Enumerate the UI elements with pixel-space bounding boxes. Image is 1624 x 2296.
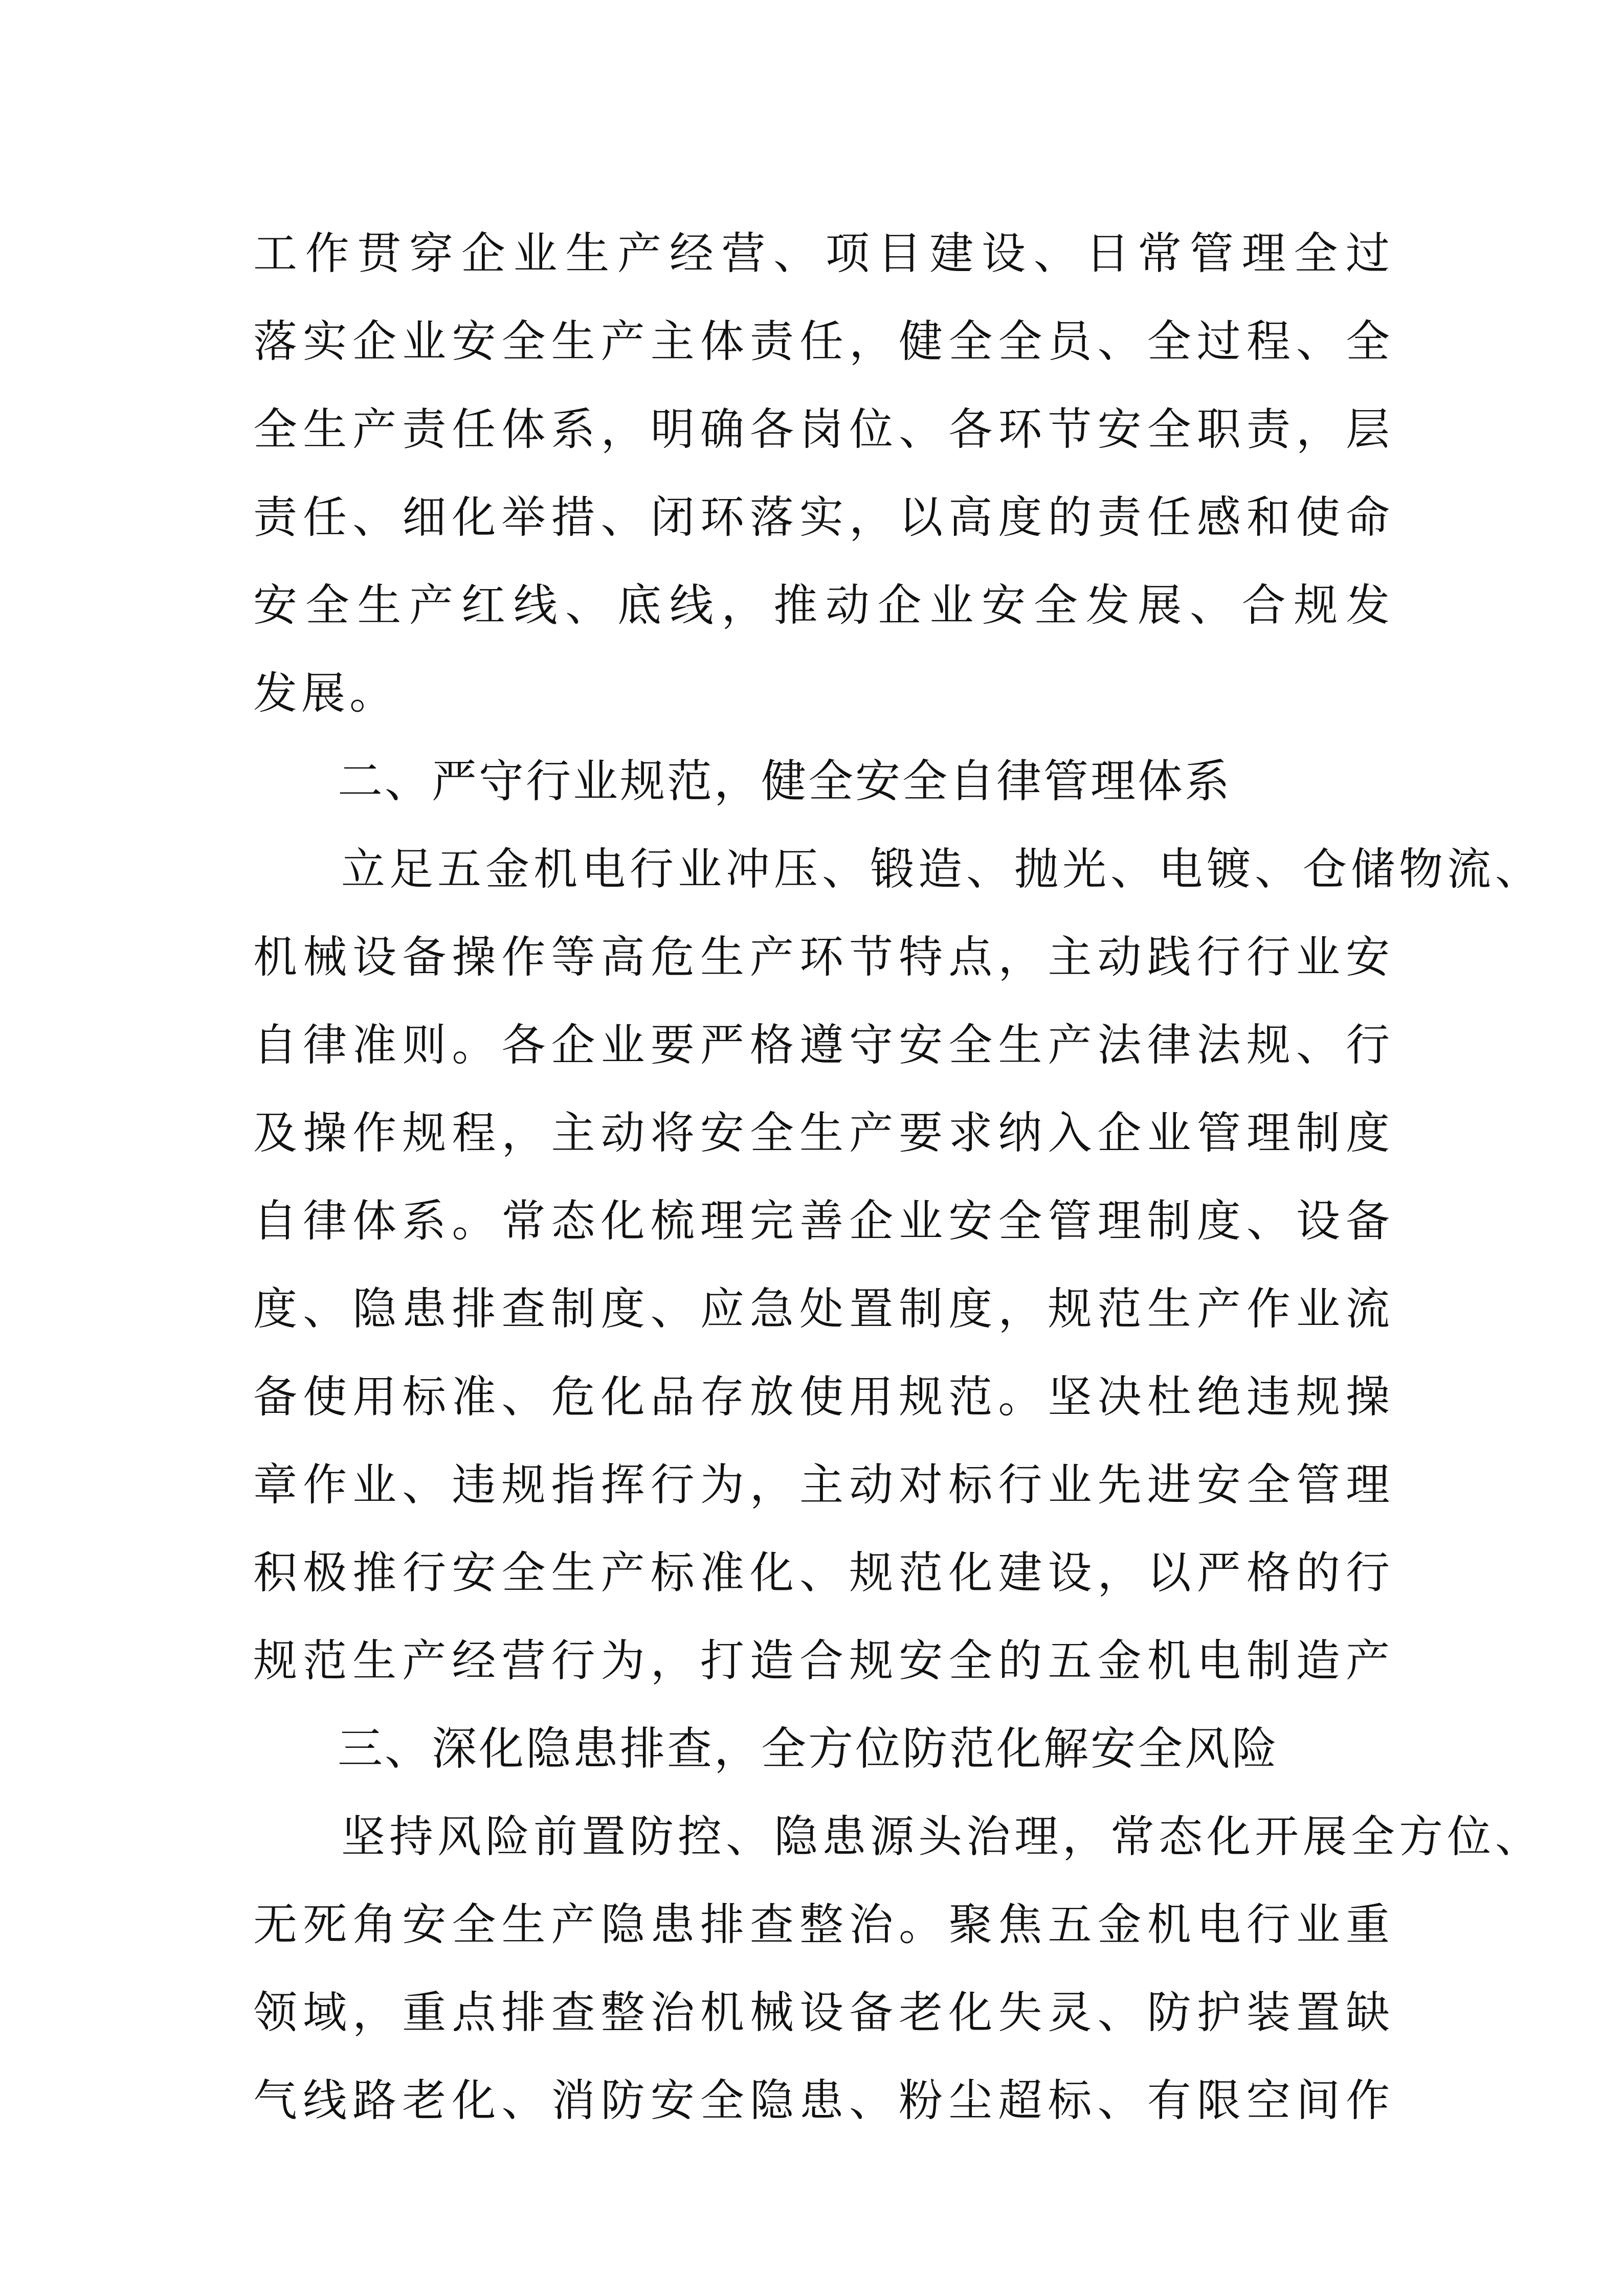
text-line: 立足五金机电行业冲压、锻造、抛光、电镀、仓储物流、 [341,844,1543,895]
text-line: 气线路老化、消防安全隐患、粉尘超标、有限空间作 [253,2075,1394,2126]
text-line: 责任、细化举措、闭环落实，以高度的责任感和使命 [253,492,1394,543]
section-heading-3: 三、深化隐患排查，全方位防范化解安全风险 [338,1722,1279,1775]
document-body [253,210,1543,2145]
text-line: 积极推行安全生产标准化、规范化建设，以严格的行 [253,1547,1394,1599]
text-line: 及操作规程，主动将安全生产要求纳入企业管理制度 [253,1108,1394,1159]
text-line: 度、隐患排查制度、应急处置制度，规范生产作业流 [253,1284,1394,1335]
text-line: 规范生产经营行为，打造合规安全的五金机电制造产 [253,1635,1394,1686]
text-line: 自律体系。常态化梳理完善企业安全管理制度、设备 [253,1196,1394,1247]
text-line: 落实企业安全生产主体责任，健全全员、全过程、全 [253,316,1394,367]
text-line: 坚持风险前置防控、隐患源头治理，常态化开展全方位、 [341,1811,1543,1862]
text-line: 机械设备操作等高危生产环节特点，主动践行行业安 [253,932,1394,983]
text-line: 工作贯穿企业生产经营、项目建设、日常管理全过 [253,228,1394,279]
text-line: 安全生产红线、底线，推动企业安全发展、合规发 [253,580,1394,631]
paragraph-section1-tail [253,210,1394,737]
paragraph-section2 [253,825,1543,1705]
paragraph-section3 [253,1793,1543,2145]
section-heading-2: 二、严守行业规范，健全安全自律管理体系 [338,755,1232,807]
text-line: 章作业、违规指挥行为，主动对标行业先进安全管理 [253,1459,1394,1511]
text-line: 全生产责任体系，明确各岗位、各环节安全职责，层 [253,404,1394,455]
text-line: 无死角安全生产隐患排查整治。聚焦五金机电行业重 [253,1899,1394,1950]
text-line: 备使用标准、危化品存放使用规范。坚决杜绝违规操 [253,1371,1394,1423]
text-line: 领域，重点排查整治机械设备老化失灵、防护装置缺 [253,1987,1394,2038]
text-line: 自律准则。各企业要严格遵守安全生产法律法规、行 [253,1020,1394,1071]
text-line: 发展。 [253,668,397,719]
